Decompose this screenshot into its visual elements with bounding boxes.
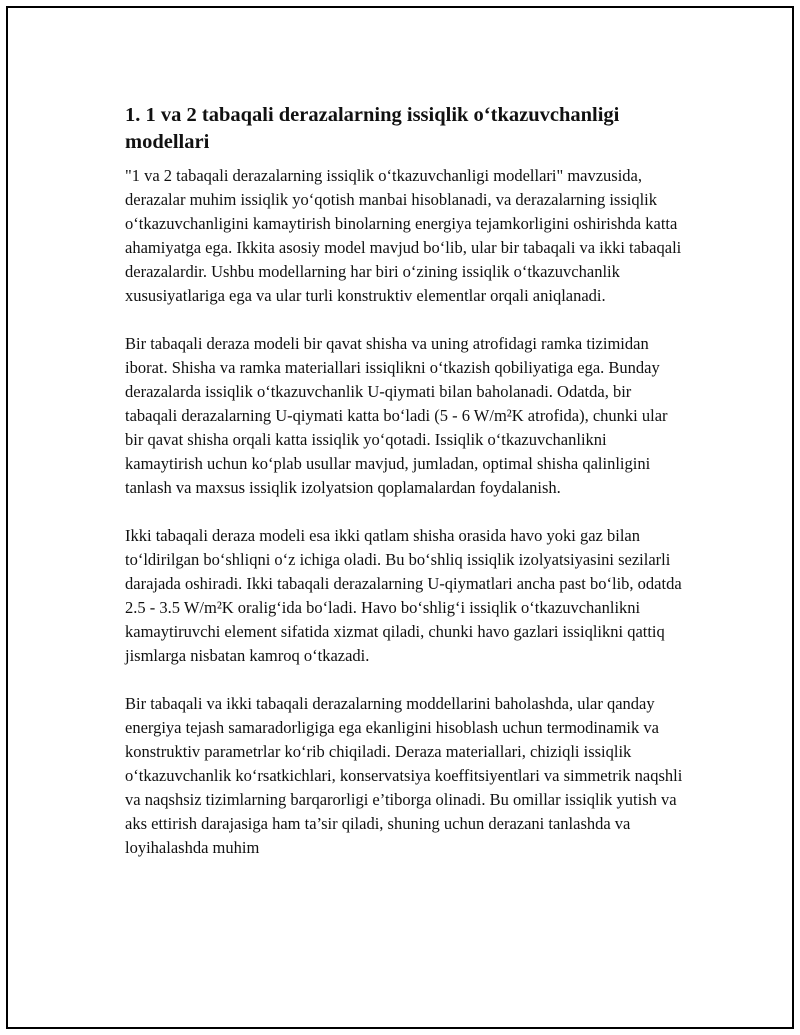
paragraph-intro: "1 va 2 tabaqali derazalarning issiqlik o‘tkazuvchanligi modellari" mavzusida, derazalar muhim issiqlik yo‘qotish manbai hisoblanadi, va derazalarning issiqlik o‘tkazuvchanligini kamaytirish binolarning energiya tejamkorligini oshirishda katta ahamiyatga ega. Ikkita asosiy model mavjud bo‘lib, ular bir tabaqali va ikki tabaqali derazalardir. Ushbu modellarning har biri o‘zining issiqlik o‘tkazuvchanlik xususiyatlariga ega va ular turli konstruktiv elementlar orqali aniqlanadi. (125, 166, 682, 305)
document-page (6, 6, 794, 1029)
paragraph-double-pane: Ikki tabaqali deraza modeli esa ikki qatlam shisha orasida havo yoki gaz bilan to‘ldirilgan bo‘shliqni o‘z ichiga oladi. Bu bo‘shliq issiqlik izolyatsiyasini sezilarli darajada oshiradi. Ikki tabaqali derazalarning U-qiymatlari ancha past bo‘lib, odatda 2.5 - 3.5 W/m²K oralig‘ida bo‘ladi. Havo bo‘shlig‘i issiqlik o‘tkazuvchanlikni kamaytiruvchi element sifatida xizmat qiladi, chunki havo gazlari issiqlikni qattiq jismlarga nisbatan kamroq o‘tkazadi. (125, 526, 682, 665)
paragraph-evaluation: Bir tabaqali va ikki tabaqali derazalarning moddellarini baholashda, ular qanday energiya tejash samaradorligiga ega ekanligini hisoblash uchun termodinamik va konstruktiv parametrlar ko‘rib chiqiladi. Deraza materiallari, chiziqli issiqlik o‘tkazuvchanlik ko‘rsatkichlari, konservatsiya koeffitsiyentlari va simmetrik naqshli va naqshsiz tizimlarning barqarorligi e’tiborga olinadi. Bu omillar issiqlik yutish va aks ettirish darajasiga ham ta’sir qiladi, shuning uchun derazani tanlashda va loyihalashda muhim (125, 694, 683, 857)
paragraph-single-pane: Bir tabaqali deraza modeli bir qavat shisha va uning atrofidagi ramka tizimidan iborat. Shisha va ramka materiallari issiqlikni o‘tkazish qobiliyatiga ega. Bunday derazalarda issiqlik o‘tkazuvchanlik U-qiymati bilan baholanadi. Odatda, bir tabaqali derazalarning U-qiymati katta bo‘ladi (5 - 6 W/m²K atrofida), chunki ular bir qavat shisha orqali katta issiqlik yo‘qotadi. Issiqlik o‘tkazuvchanlikni kamaytirish uchun ko‘plab usullar mavjud, jumladan, optimal shisha qalinligini tanlash va maxsus issiqlik izolyatsion qoplamalardan foydalanish. (125, 334, 668, 497)
document-body (125, 102, 685, 884)
section-heading: 1. 1 va 2 tabaqali derazalarning issiqlik o‘tkazuvchanligi modellari (125, 104, 620, 153)
